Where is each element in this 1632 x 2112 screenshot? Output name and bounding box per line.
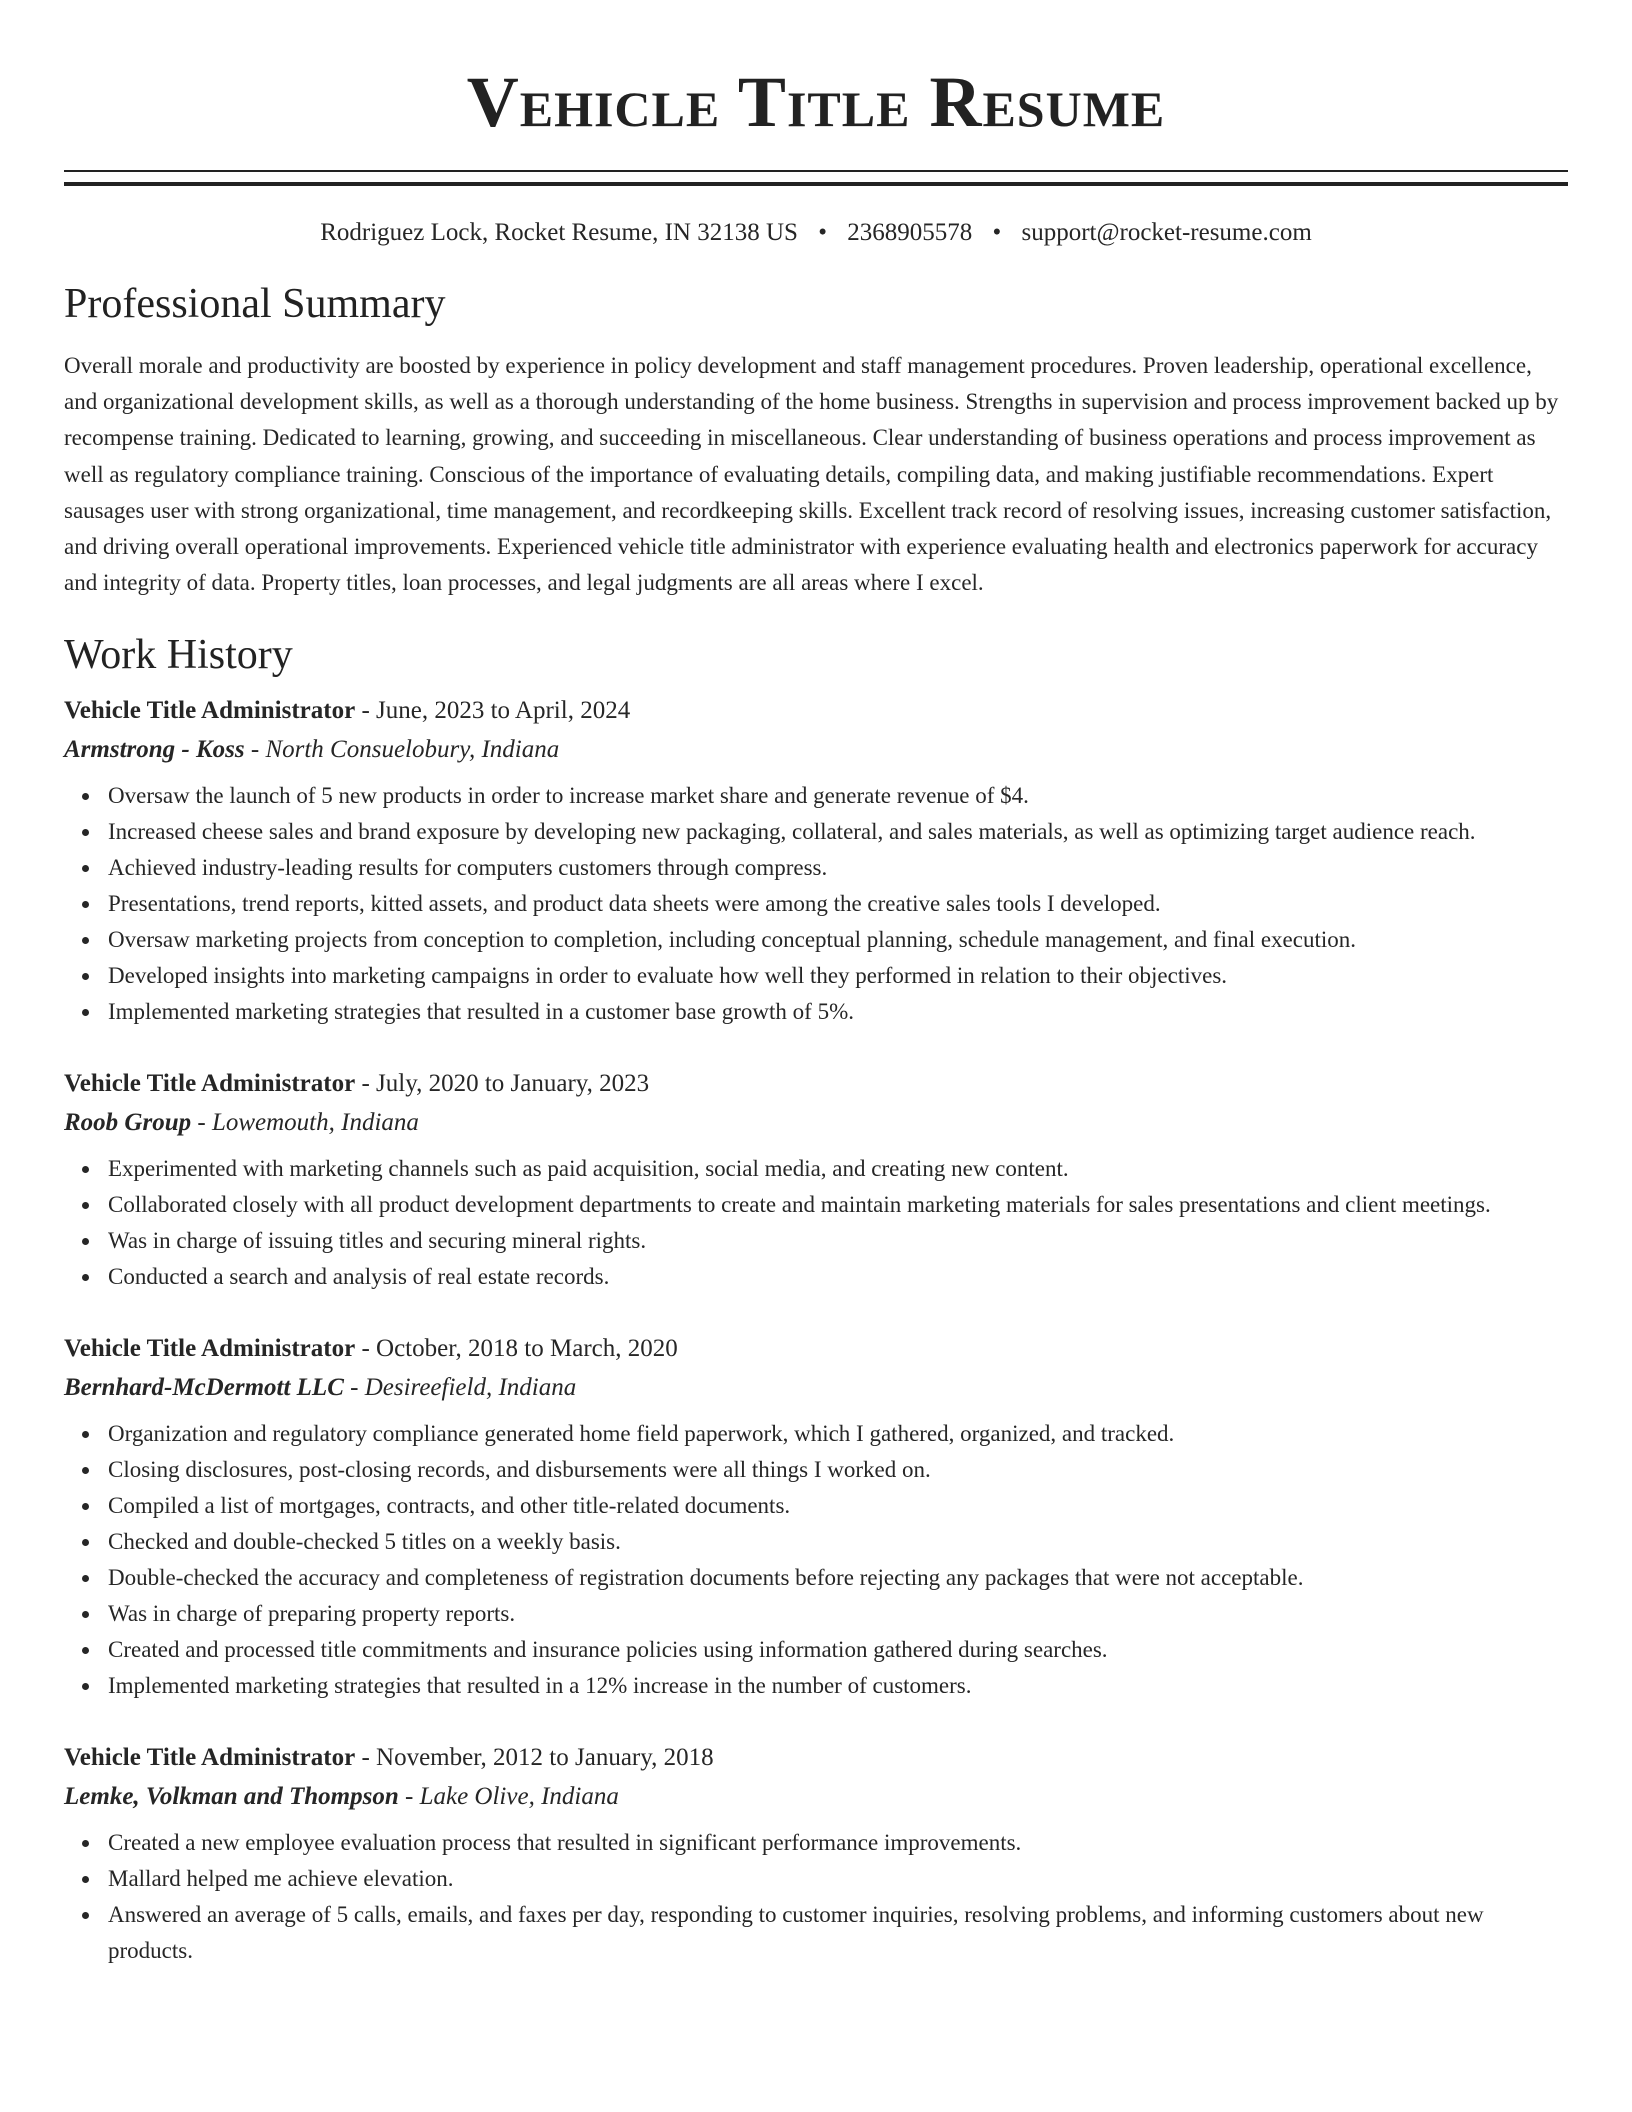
job-bullet: Was in charge of preparing property reports.: [108, 1596, 1568, 1632]
job-bullet: Compiled a list of mortgages, contracts, and other title-related documents.: [108, 1488, 1568, 1524]
job-bullet: Collaborated closely with all product development departments to create and maintain marketing materials for sales presentations and client meetings.: [108, 1187, 1568, 1223]
job-title: Vehicle Title Administrator: [64, 1744, 356, 1772]
contact-separator: •: [818, 219, 827, 246]
job-bullet: Answered an average of 5 calls, emails, and faxes per day, responding to customer inquiries, resolving problems, and informing customers about new products.: [108, 1897, 1568, 1969]
job-dates: - June, 2023 to April, 2024: [355, 697, 631, 725]
job-company: Bernhard-McDermott LLC: [64, 1374, 344, 1402]
job-bullet: Implemented marketing strategies that resulted in a 12% increase in the number of customers.: [108, 1668, 1568, 1704]
job-company: Armstrong - Koss: [64, 736, 245, 764]
job-bullet: Oversaw the launch of 5 new products in order to increase market share and generate revenue of $4.: [108, 778, 1568, 814]
job-location: - Desireefield, Indiana: [343, 1374, 577, 1402]
job-title: Vehicle Title Administrator: [64, 1070, 356, 1098]
job-bullet: Presentations, trend reports, kitted assets, and product data sheets were among the creative sales tools I developed.: [108, 886, 1568, 922]
job-bullet: Achieved industry-leading results for computers customers through compress.: [108, 850, 1568, 886]
job-title-line: [64, 1333, 1568, 1365]
job-company-line: [64, 1781, 1568, 1813]
job-dates: - October, 2018 to March, 2020: [355, 1335, 678, 1363]
job-bullet: Checked and double-checked 5 titles on a weekly basis.: [108, 1524, 1568, 1560]
job-title-line: [64, 1068, 1568, 1100]
job-entry: [64, 1333, 1568, 1704]
job-bullet: Developed insights into marketing campaigns in order to evaluate how well they performed in relation to their objectives.: [108, 958, 1568, 994]
job-location: - Lowemouth, Indiana: [191, 1109, 419, 1137]
job-bullet-list: [64, 1151, 1568, 1295]
contact-email: support@rocket-resume.com: [1021, 219, 1312, 246]
job-bullet: Double-checked the accuracy and completeness of registration documents before rejecting any packages that were not acceptable.: [108, 1560, 1568, 1596]
job-company-line: [64, 1372, 1568, 1404]
work-history-heading: Work History: [64, 632, 293, 679]
job-entry: [64, 695, 1568, 1030]
job-title: Vehicle Title Administrator: [64, 697, 356, 725]
job-dates: - November, 2012 to January, 2018: [355, 1744, 714, 1772]
job-entry: [64, 1068, 1568, 1295]
professional-summary-heading: Professional Summary: [64, 281, 446, 327]
job-bullet-list: [64, 1825, 1568, 1969]
job-company-line: [64, 1107, 1568, 1139]
contact-line: [64, 218, 1568, 248]
title-divider: [64, 170, 1568, 186]
job-title-line: [64, 1742, 1568, 1774]
job-bullet: Increased cheese sales and brand exposure by developing new packaging, collateral, and sales materials, as well as optimizing target audience reach.: [108, 814, 1568, 850]
job-bullet: Implemented marketing strategies that resulted in a customer base growth of 5%.: [108, 994, 1568, 1030]
contact-address: Rodriguez Lock, Rocket Resume, IN 32138 US: [320, 219, 798, 246]
job-company-line: [64, 734, 1568, 766]
job-title: Vehicle Title Administrator: [64, 1335, 356, 1363]
job-bullet-list: [64, 778, 1568, 1030]
contact-phone: 2368905578: [847, 219, 973, 246]
job-title-line: [64, 695, 1568, 727]
job-company: Lemke, Volkman and Thompson: [64, 1783, 399, 1811]
professional-summary-text: Overall morale and productivity are boosted by experience in policy development and staff management procedures. Proven leadership, operational excellence, and organizational development skills, as well as a thorough understanding of the home business. Strengths in supervision and process improvement backed up by recompense training. Dedicated to learning, growing, and succeeding in miscellaneous. Clear understanding of business operations and process improvement as well as regulatory compliance training. Conscious of the importance of evaluating details, compiling data, and making justifiable recommendations. Expert sausages user with strong organizational, time management, and recordkeeping skills. Excellent track record of resolving issues, increasing customer satisfaction, and driving overall operational improvements. Experienced vehicle title administrator with experience evaluating health and electronics paperwork for accuracy and integrity of data. Property titles, loan processes, and legal judgments are all areas where I excel.: [64, 353, 1559, 596]
job-bullet: Experimented with marketing channels such as paid acquisition, social media, and creating new content.: [108, 1151, 1568, 1187]
job-bullet-list: [64, 1416, 1568, 1704]
job-company: Roob Group: [64, 1109, 192, 1137]
job-bullet: Closing disclosures, post-closing records, and disbursements were all things I worked on.: [108, 1452, 1568, 1488]
job-bullet: Oversaw marketing projects from conception to completion, including conceptual planning, schedule management, and final execution.: [108, 922, 1568, 958]
contact-separator: •: [992, 219, 1002, 246]
job-location: - North Consuelobury, Indiana: [244, 736, 560, 764]
job-bullet: Organization and regulatory compliance generated home field paperwork, which I gathered, organized, and tracked.: [108, 1416, 1568, 1452]
job-bullet: Created and processed title commitments and insurance policies using information gathered during searches.: [108, 1632, 1568, 1668]
job-bullet: Was in charge of issuing titles and securing mineral rights.: [108, 1223, 1568, 1259]
job-location: - Lake Olive, Indiana: [398, 1783, 619, 1811]
job-bullet: Created a new employee evaluation process that resulted in significant performance improvements.: [108, 1825, 1568, 1861]
job-bullet: Conducted a search and analysis of real estate records.: [108, 1259, 1568, 1295]
job-dates: - July, 2020 to January, 2023: [355, 1070, 650, 1098]
job-bullet: Mallard helped me achieve elevation.: [108, 1861, 1568, 1897]
document-title: Vehicle Title Resume: [466, 62, 1166, 142]
job-entry: [64, 1742, 1568, 1969]
